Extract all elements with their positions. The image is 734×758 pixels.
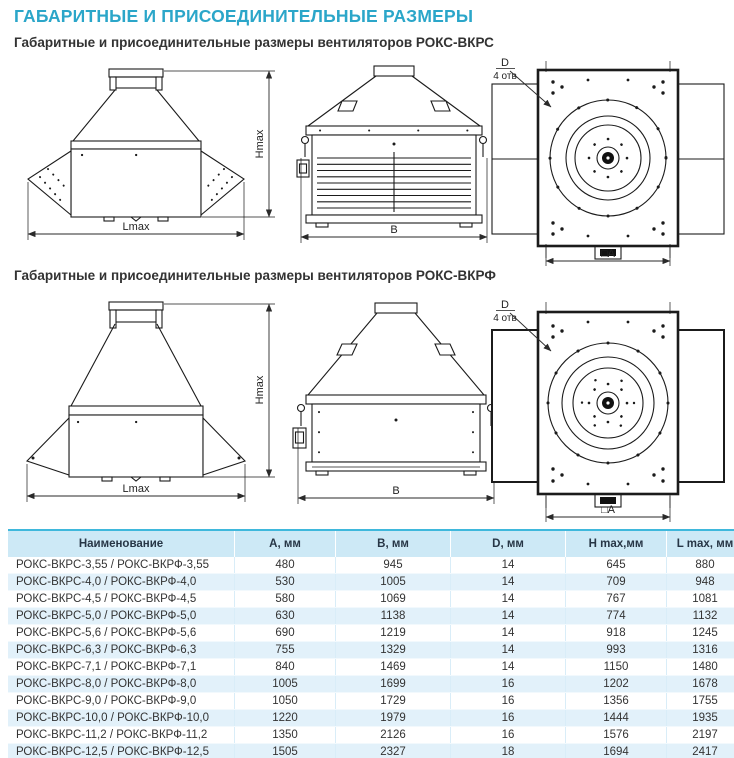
holes-count-label: 4 отв bbox=[493, 313, 517, 324]
dimension-value-cell: 14 bbox=[451, 574, 566, 591]
dimension-value-cell: 1005 bbox=[235, 676, 336, 693]
dimension-value-cell: 1050 bbox=[235, 693, 336, 710]
dimension-value-cell: 1678 bbox=[667, 676, 734, 693]
roof-cap bbox=[109, 69, 163, 90]
dimension-value-cell: 1356 bbox=[566, 693, 667, 710]
column-header: Н max,мм bbox=[566, 530, 667, 557]
dimension-value-cell: 2327 bbox=[336, 744, 451, 758]
table-row bbox=[8, 591, 734, 608]
motor-box bbox=[297, 160, 309, 177]
vkrs-front-view-drawing bbox=[296, 62, 492, 254]
dimension-value-cell: 709 bbox=[566, 574, 667, 591]
column-header: В, мм bbox=[336, 530, 451, 557]
dimension-value-cell: 18 bbox=[451, 744, 566, 758]
dimension-value-cell: 480 bbox=[235, 557, 336, 574]
lmax-label: Lmax bbox=[122, 221, 150, 233]
hood bbox=[71, 324, 201, 406]
section-vkrf-subtitle: Габаритные и присоединительные размеры вентиляторов РОКС-ВКРФ bbox=[14, 268, 496, 283]
dimension-value-cell: 1350 bbox=[235, 727, 336, 744]
dimension-value-cell: 993 bbox=[566, 642, 667, 659]
dimension-value-cell: 1755 bbox=[667, 693, 734, 710]
dimension-value-cell: 1694 bbox=[566, 744, 667, 758]
dimension-value-cell: 1150 bbox=[566, 659, 667, 676]
table-header bbox=[8, 530, 734, 557]
model-name-cell: РОКС-ВКРС-4,0 / РОКС-ВКРФ-4,0 bbox=[8, 574, 235, 591]
vkrf-front-view-drawing bbox=[292, 298, 500, 520]
vkrf-top-view-drawing bbox=[484, 294, 732, 526]
dimension-value-cell: 945 bbox=[336, 557, 451, 574]
motor-box bbox=[293, 428, 306, 448]
dimension-value-cell: 767 bbox=[566, 591, 667, 608]
fan-body bbox=[71, 141, 201, 221]
model-name-cell: РОКС-ВКРС-7,1 / РОКС-ВКРФ-7,1 bbox=[8, 659, 235, 676]
page-title: ГАБАРИТНЫЕ И ПРИСОЕДИНИТЕЛЬНЫЕ РАЗМЕРЫ bbox=[14, 6, 474, 26]
dimensions-table bbox=[8, 529, 734, 758]
hood bbox=[73, 90, 199, 141]
hole-d-label: D bbox=[501, 299, 509, 311]
model-name-cell: РОКС-ВКРС-10,0 / РОКС-ВКРФ-10,0 bbox=[8, 710, 235, 727]
table-row bbox=[8, 676, 734, 693]
column-header: А, мм bbox=[235, 530, 336, 557]
dimension-value-cell: 2126 bbox=[336, 727, 451, 744]
dimension-value-cell: 1444 bbox=[566, 710, 667, 727]
dimension-value-cell: 1005 bbox=[336, 574, 451, 591]
dimension-value-cell: 948 bbox=[667, 574, 734, 591]
dimension-value-cell: 918 bbox=[566, 625, 667, 642]
model-name-cell: РОКС-ВКРС-5,6 / РОКС-ВКРФ-5,6 bbox=[8, 625, 235, 642]
table-row bbox=[8, 744, 734, 758]
dimension-value-cell: 14 bbox=[451, 625, 566, 642]
dimension-value-cell: 1576 bbox=[566, 727, 667, 744]
b-label: B bbox=[392, 485, 400, 497]
model-name-cell: РОКС-ВКРС-12,5 / РОКС-ВКРФ-12,5 bbox=[8, 744, 235, 758]
dimension-value-cell: 1081 bbox=[667, 591, 734, 608]
dimension-value-cell: 1480 bbox=[667, 659, 734, 676]
model-name-cell: РОКС-ВКРС-6,3 / РОКС-ВКРФ-6,3 bbox=[8, 642, 235, 659]
fan-body bbox=[69, 406, 203, 481]
model-name-cell: РОКС-ВКРС-9,0 / РОКС-ВКРФ-9,0 bbox=[8, 693, 235, 710]
dimension-value-cell: 14 bbox=[451, 591, 566, 608]
dimension-value-cell: 14 bbox=[451, 608, 566, 625]
dimension-value-cell: 2417 bbox=[667, 744, 734, 758]
dimension-value-cell: 1220 bbox=[235, 710, 336, 727]
vkrs-top-view-drawing bbox=[484, 56, 732, 268]
dimension-value-cell: 16 bbox=[451, 727, 566, 744]
dimension-value-cell: 630 bbox=[235, 608, 336, 625]
dimension-value-cell: 580 bbox=[235, 591, 336, 608]
dimension-value-cell: 16 bbox=[451, 676, 566, 693]
roof-cap bbox=[109, 302, 163, 328]
model-name-cell: РОКС-ВКРС-8,0 / РОКС-ВКРФ-8,0 bbox=[8, 676, 235, 693]
table-row bbox=[8, 693, 734, 710]
table-row bbox=[8, 557, 734, 574]
dimension-value-cell: 755 bbox=[235, 642, 336, 659]
column-header: Наименование bbox=[8, 530, 235, 557]
lmax-label: Lmax bbox=[122, 483, 150, 495]
dimensions-table-wrap bbox=[8, 529, 734, 758]
dimension-value-cell: 690 bbox=[235, 625, 336, 642]
dimension-value-cell: 1979 bbox=[336, 710, 451, 727]
dimension-value-cell: 14 bbox=[451, 557, 566, 574]
dimension-value-cell: 1316 bbox=[667, 642, 734, 659]
dimension-value-cell: 14 bbox=[451, 642, 566, 659]
table-row bbox=[8, 642, 734, 659]
hmax-label: Hmax bbox=[254, 375, 266, 405]
dimension-value-cell: 1219 bbox=[336, 625, 451, 642]
dimension-value-cell: 1729 bbox=[336, 693, 451, 710]
dimension-value-cell: 1132 bbox=[667, 608, 734, 625]
dimension-value-cell: 1935 bbox=[667, 710, 734, 727]
dimension-value-cell: 774 bbox=[566, 608, 667, 625]
model-name-cell: РОКС-ВКРС-3,55 / РОКС-ВКРФ-3,55 bbox=[8, 557, 235, 574]
dimension-value-cell: 1202 bbox=[566, 676, 667, 693]
square-a-label: □A bbox=[601, 248, 615, 260]
square-a-dimension bbox=[546, 246, 670, 266]
table-row bbox=[8, 727, 734, 744]
dimension-value-cell: 1469 bbox=[336, 659, 451, 676]
dimension-value-cell: 1329 bbox=[336, 642, 451, 659]
roof-cap bbox=[375, 303, 417, 313]
dimension-value-cell: 14 bbox=[451, 659, 566, 676]
section-vkrs-subtitle: Габаритные и присоединительные размеры вентиляторов РОКС-ВКРС bbox=[14, 35, 494, 50]
dimension-value-cell: 1138 bbox=[336, 608, 451, 625]
dimension-value-cell: 1245 bbox=[667, 625, 734, 642]
table-row bbox=[8, 659, 734, 676]
dimension-value-cell: 840 bbox=[235, 659, 336, 676]
dimension-value-cell: 645 bbox=[566, 557, 667, 574]
holes-count-label: 4 отв bbox=[493, 71, 517, 82]
column-header: D, мм bbox=[451, 530, 566, 557]
table-row bbox=[8, 574, 734, 591]
b-label: B bbox=[390, 224, 398, 236]
dimension-value-cell: 880 bbox=[667, 557, 734, 574]
dimension-value-cell: 1069 bbox=[336, 591, 451, 608]
square-a-label: □A bbox=[601, 504, 615, 516]
table-row bbox=[8, 625, 734, 642]
model-name-cell: РОКС-ВКРС-5,0 / РОКС-ВКРФ-5,0 bbox=[8, 608, 235, 625]
table-row bbox=[8, 608, 734, 625]
model-name-cell: РОКС-ВКРС-4,5 / РОКС-ВКРФ-4,5 bbox=[8, 591, 235, 608]
dimension-value-cell: 2197 bbox=[667, 727, 734, 744]
table-row bbox=[8, 710, 734, 727]
hood bbox=[308, 313, 484, 395]
hood bbox=[308, 76, 480, 126]
vkrf-side-view-drawing bbox=[12, 298, 292, 520]
dimension-value-cell: 1505 bbox=[235, 744, 336, 758]
dimension-value-cell: 530 bbox=[235, 574, 336, 591]
vkrs-side-view-drawing bbox=[12, 64, 292, 254]
dimension-value-cell: 16 bbox=[451, 693, 566, 710]
model-name-cell: РОКС-ВКРС-11,2 / РОКС-ВКРФ-11,2 bbox=[8, 727, 235, 744]
fan-body bbox=[306, 395, 486, 462]
dimension-value-cell: 1699 bbox=[336, 676, 451, 693]
base bbox=[306, 462, 486, 475]
dimension-value-cell: 16 bbox=[451, 710, 566, 727]
hmax-label: Hmax bbox=[254, 129, 266, 159]
column-header: L max, мм bbox=[667, 530, 734, 557]
roof-cap bbox=[374, 66, 414, 76]
hole-d-label: D bbox=[501, 57, 509, 69]
